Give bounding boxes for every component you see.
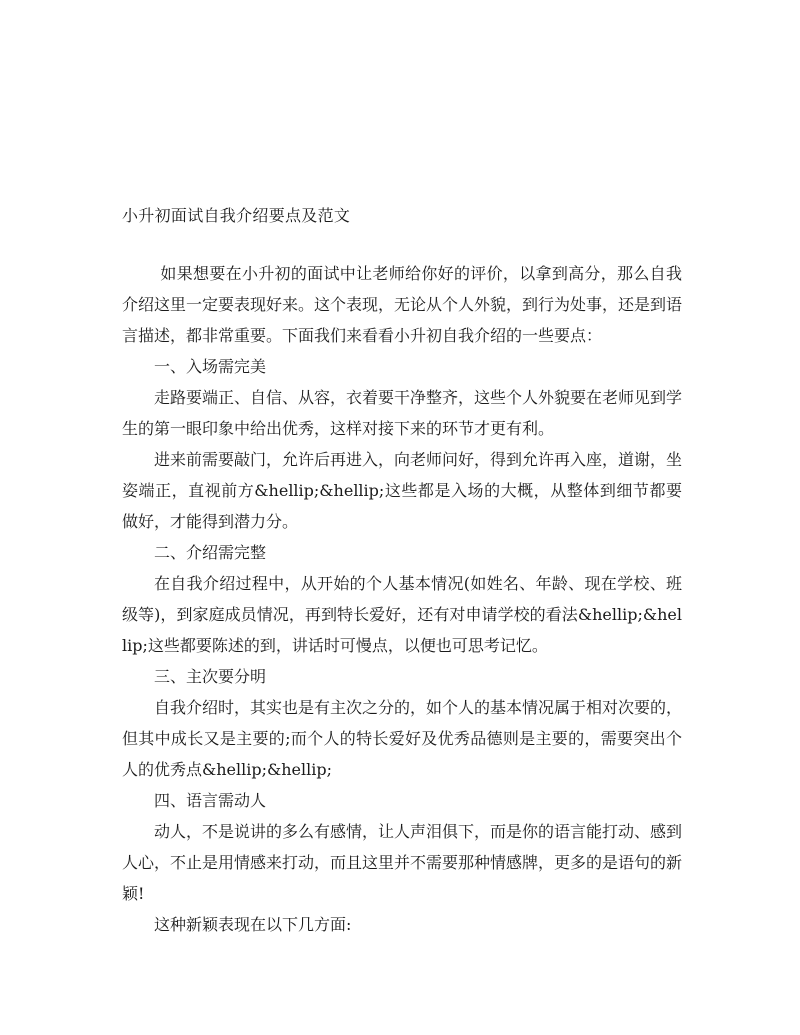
section-heading-language: 四、语言需动人: [154, 791, 267, 810]
section-heading-complete-intro: 二、介绍需完整: [154, 543, 267, 562]
section-heading-entrance: 一、入场需完美: [154, 357, 267, 376]
paragraph-entrance-etiquette: 进来前需要敲门，允许后再进入，向老师问好，得到允许再入座，道谢，坐姿端正，直视前方&hellip;&hellip;这些都是入场的大概，从整体到细节都要做好，才能得到潜力分。: [122, 450, 683, 531]
paragraph-language: 动人，不是说讲的多么有感情，让人声泪俱下，而是你的语言能打动、感到人心，不止是用情感来打动，而且这里并不需要那种情感牌，更多的是语句的新颖!: [122, 822, 683, 903]
paragraph-novelty: 这种新颖表现在以下几方面:: [154, 915, 352, 934]
paragraph-entrance-posture: 走路要端正、自信、从容，衣着要干净整齐，这些个人外貌要在老师见到学生的第一眼印象中给出优秀，这样对接下来的环节才更有利。: [122, 388, 683, 438]
intro-paragraph: 如果想要在小升初的面试中让老师给你好的评价，以拿到高分，那么自我介绍这里一定要表现好来。这个表现，无论从个人外貌，到行为处事，还是到语言描述，都非常重要。下面我们来看看小升初自我介绍的一些要点：: [122, 264, 683, 345]
document-title: 小升初面试自我介绍要点及范文: [122, 206, 351, 225]
paragraph-complete-intro: 在自我介绍过程中，从开始的个人基本情况(如姓名、年龄、现在学校、班级等)，到家庭成员情况，再到特长爱好，还有对申请学校的看法&hellip;&hellip;这些都要陈述的到，讲话时可慢点，以便也可思考记忆。: [122, 574, 682, 655]
document-body: [122, 258, 682, 940]
paragraph-priorities: 自我介绍时，其实也是有主次之分的，如个人的基本情况属于相对次要的，但其中成长又是主要的;而个人的特长爱好及优秀品德则是主要的，需要突出个人的优秀点&hellip;&hellip;: [122, 698, 683, 779]
section-heading-priorities: 三、主次要分明: [154, 667, 267, 686]
